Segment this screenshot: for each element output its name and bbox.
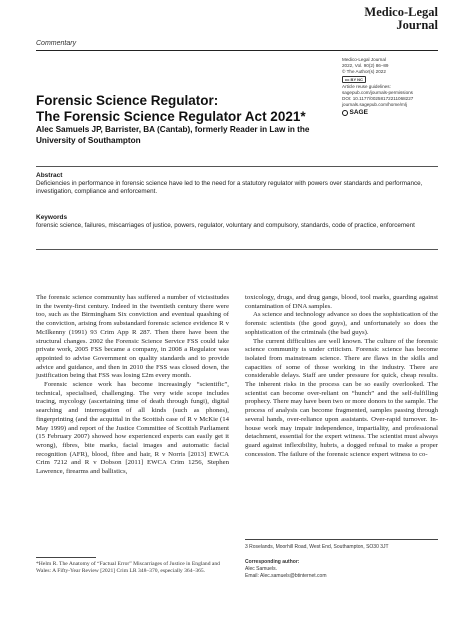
keywords-text: forensic science, failures, miscarriages of justice, powers, regulator, voluntary and compulsory, standards, code of practice, enforcement xyxy=(36,222,415,229)
meta-reuse: Article reuse guidelines: xyxy=(342,83,391,89)
section-label: Commentary xyxy=(36,40,77,47)
body-paragraph: The current difficulties are well known. The culture of the forensic science community is under criticism. Forensic science has become isolated from mainstream science. There are flaws in the skills and capacities of some of those working in the industry. There are considerable delays. Staff are under pressure for quick, cheap results. The inherent risks in the process can be so easily overlooked. The scientist can become over-reliant on “hunch” and the self-fulfilling prophecy. There may have been two or more donors to the sample. The process of analysis can become fragmented, samples passing through several hands, over-reliance upon assistants. Over-rapid turnover. In-house work may impair independence, impartiality, and professional detachment, essential for the expert witness. The scientist must always guard against inflexibility, hubris, a dogged refusal to make a proper concession. The failure of the forensic science expert witness to co- xyxy=(245,337,438,458)
body-paragraph: Forensic science work has become increasingly “scientific”, technical, specialised, challenging. The very wide scope includes tracing, mycology (ascertaining time of death through fungi), digital searching and interrogation of all kinds (such as phones), fingerprinting (and the acquittal in the Scottish case of R v McKie (14 May 1999) and report of the Justice Committee of Scottish Parliament (15 February 2007) showed how experienced experts can easily get it wrong), fibres, bite marks, facial images and automatic facial recognition (AFR), blood, fibre and hair, R v Norris [2013] EWCA Crim 7212 and R v Dobson [2011] EWCA Crim 1256, Stephen Lawrence, firearms and ballistics, xyxy=(36,381,229,476)
corresponding-email[interactable]: Email: Alec.samuels@btinternet.com xyxy=(245,572,327,579)
header-divider xyxy=(36,50,438,51)
abstract-heading: Abstract xyxy=(36,172,63,179)
footnote-divider xyxy=(36,557,96,558)
affiliation-divider xyxy=(245,539,438,540)
meta-copyright: © The Author(s) 2022 xyxy=(342,69,386,75)
author-affiliation: 3 Roselands, Moorhill Road, West End, Southampton, SO30 3JT xyxy=(245,544,389,550)
journal-name-line2: Journal xyxy=(396,18,438,32)
abstract-top-divider xyxy=(36,166,438,167)
corresponding-name: Alec Samuels. xyxy=(245,565,277,572)
body-paragraph: toxicology, drugs, and drug gangs, blood, tool marks, guarding against contamination of DNA samples. xyxy=(245,294,438,310)
body-paragraph: The forensic science community has suffered a number of vicissitudes in the twenty-first century. Indeed in the twentieth century there were too, such as the Birmingham Six conviction and eventual quashing of the conviction, arising from substandard forensic science evidence R v McIlkenny (1991) 93 Crim App R 287. Then there have been the structural changes. 2002 the Forensic Science Service FSS could take private work, 2005 FSS became a company, in 2008 a Regulator was appointed to advise Government on quality standards and to provide advice and guidance, and then in 2010 the FSS was closed down, the justification being that FSS was losing £2m every month. xyxy=(36,294,229,380)
journal-name-line1: Medico-Legal xyxy=(364,5,438,19)
corresponding-heading: Corresponding author: xyxy=(245,559,300,565)
meta-journal: Medico-Legal Journal xyxy=(342,57,386,62)
article-title xyxy=(36,93,326,125)
meta-reuse-link[interactable]: sagepub.com/journals-permissions xyxy=(342,89,413,95)
cc-license-icon: cc BY NC xyxy=(342,76,366,83)
body-column-left xyxy=(36,294,229,477)
journal-name xyxy=(364,6,438,32)
abstract-text: Deficiencies in performance in forensic science have led to the need for a statutory regulator with powers over standards and performance, investigation, compliance and enforcement. xyxy=(36,180,423,196)
title-line2: The Forensic Science Regulator Act 2021* xyxy=(36,109,306,124)
sage-logo-text: SAGE xyxy=(349,108,368,116)
keywords-heading: Keywords xyxy=(36,214,68,221)
sage-logo xyxy=(342,109,452,117)
author-line: Alec Samuels JP, Barrister, BA (Cantab), formerly Reader in Law in the University of Southampton xyxy=(36,125,310,145)
footnote: *Helm R. The Anatomy of “Factual Error” Miscarriages of Justice in England and Wales: A Fifty-Year Review [2021] Crim LR 348–370, especially 364–365. xyxy=(36,561,220,575)
meta-doi[interactable]: DOI: 10.1177/00258172211068227 xyxy=(342,96,414,102)
keywords-bottom-divider xyxy=(36,249,438,250)
title-line1: Forensic Science Regulator: xyxy=(36,93,219,108)
meta-journal-link[interactable]: journals.sagepub.com/home/mlj xyxy=(342,102,407,108)
body-paragraph: As science and technology advance so does the sophistication of the forensic scientists (the good guys), and unfortunately so does the sophistication of the criminals (the bad guys). xyxy=(245,311,438,336)
meta-volume: 2022, Vol. 90(2) 86–89 xyxy=(342,63,389,69)
article-metadata xyxy=(342,57,452,117)
sage-logo-icon xyxy=(342,110,348,116)
body-column-right xyxy=(245,294,438,459)
corresponding-author xyxy=(245,559,438,579)
